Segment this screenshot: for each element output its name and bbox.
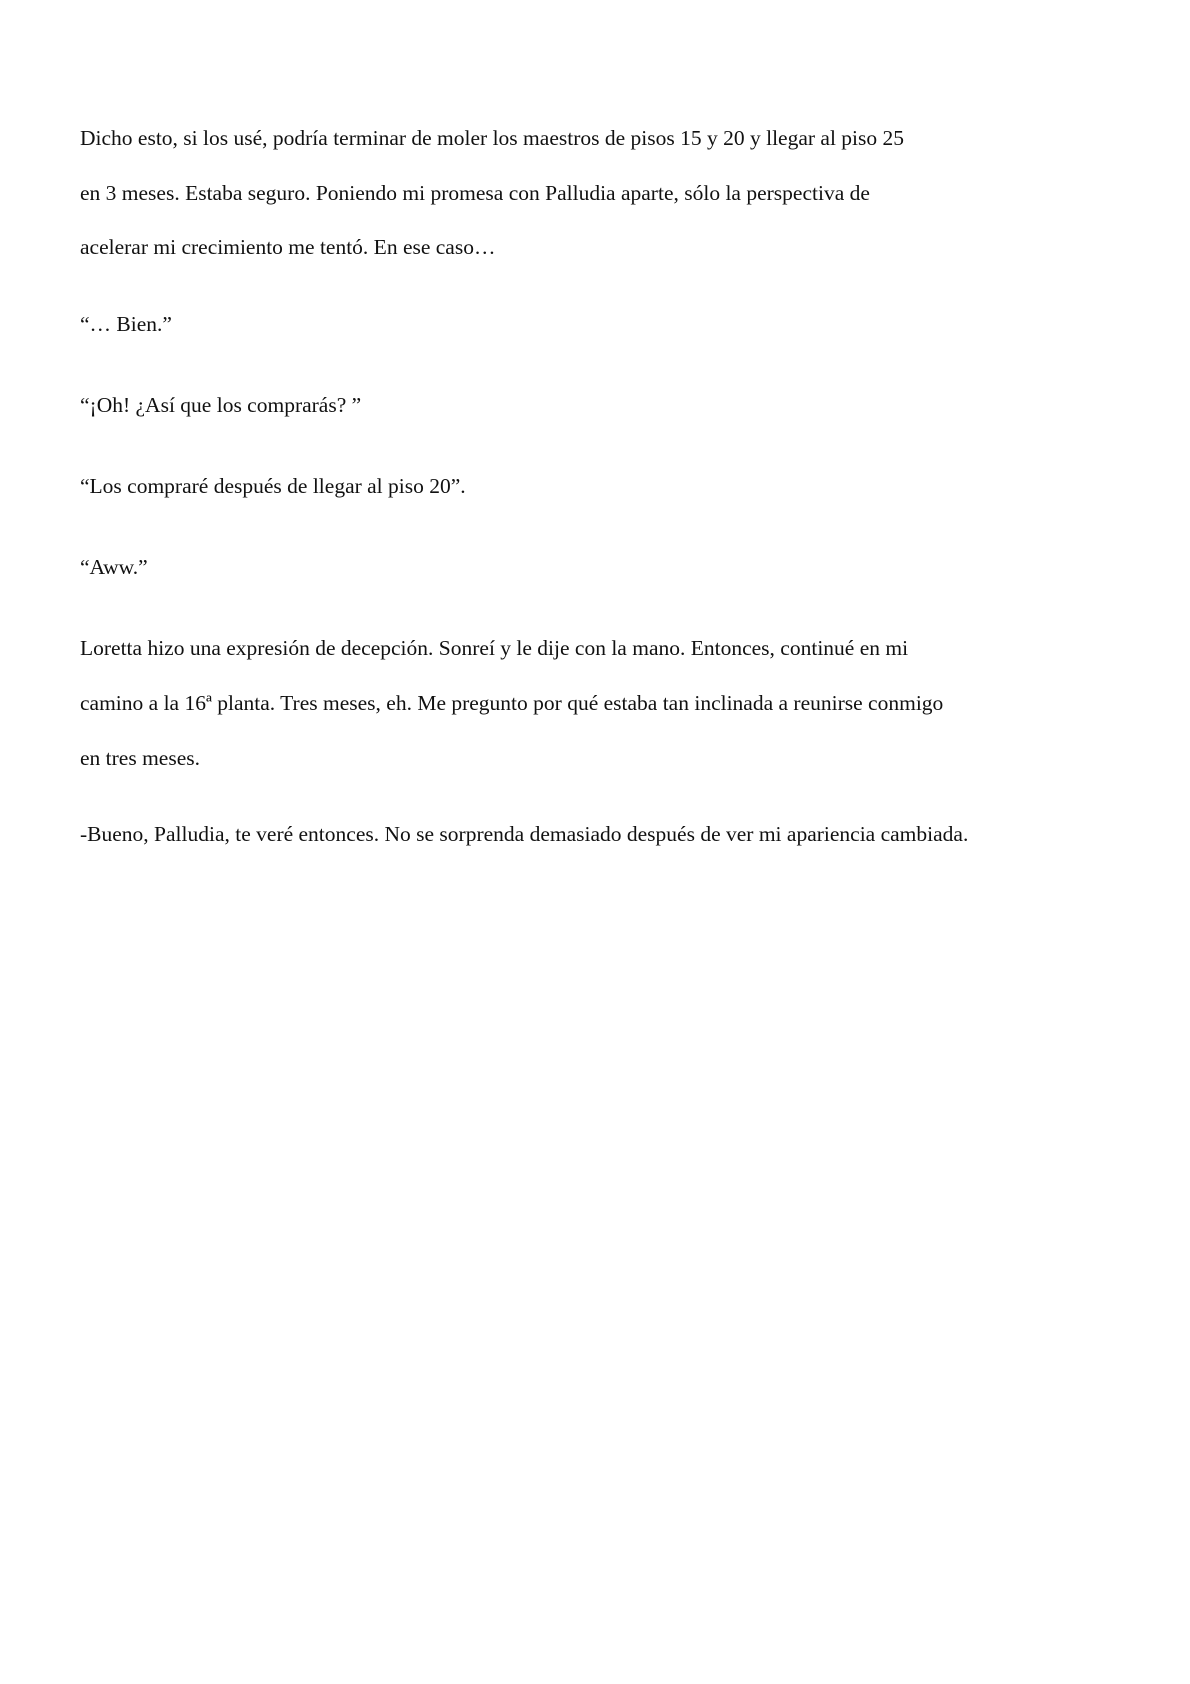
- paragraph-1-line-3: acelerar mi crecimiento me tentó. En ese caso…: [80, 235, 496, 259]
- paragraph-2-line-1: Loretta hizo una expresión de decepción. Sonreí y le dije con la mano. Entonces, continué en mi: [80, 636, 909, 660]
- paragraph-2-line-2: camino a la 16ª planta. Tres meses, eh. Me pregunto por qué estaba tan inclinada a reunirse conmigo: [80, 691, 944, 715]
- dialogue-line-bien: “… Bien.”: [80, 312, 172, 336]
- paragraph-3-line-1: -Bueno, Palludia, te veré entonces. No se sorprenda demasiado después de ver mi apariencia cambiada.: [80, 822, 969, 846]
- dialogue-line-compraras: “¡Oh! ¿Así que los comprarás? ”: [80, 393, 362, 417]
- paragraph-2-line-3: en tres meses.: [80, 746, 201, 770]
- dialogue-line-aww: “Aww.”: [80, 555, 148, 579]
- paragraph-1-line-2: en 3 meses. Estaba seguro. Poniendo mi promesa con Palludia aparte, sólo la perspectiva de: [80, 181, 870, 205]
- paragraph-1-line-1: Dicho esto, si los usé, podría terminar de moler los maestros de pisos 15 y 20 y llegar al piso 25: [80, 126, 905, 150]
- dialogue-line-comprare: “Los compraré después de llegar al piso 20”.: [80, 474, 466, 498]
